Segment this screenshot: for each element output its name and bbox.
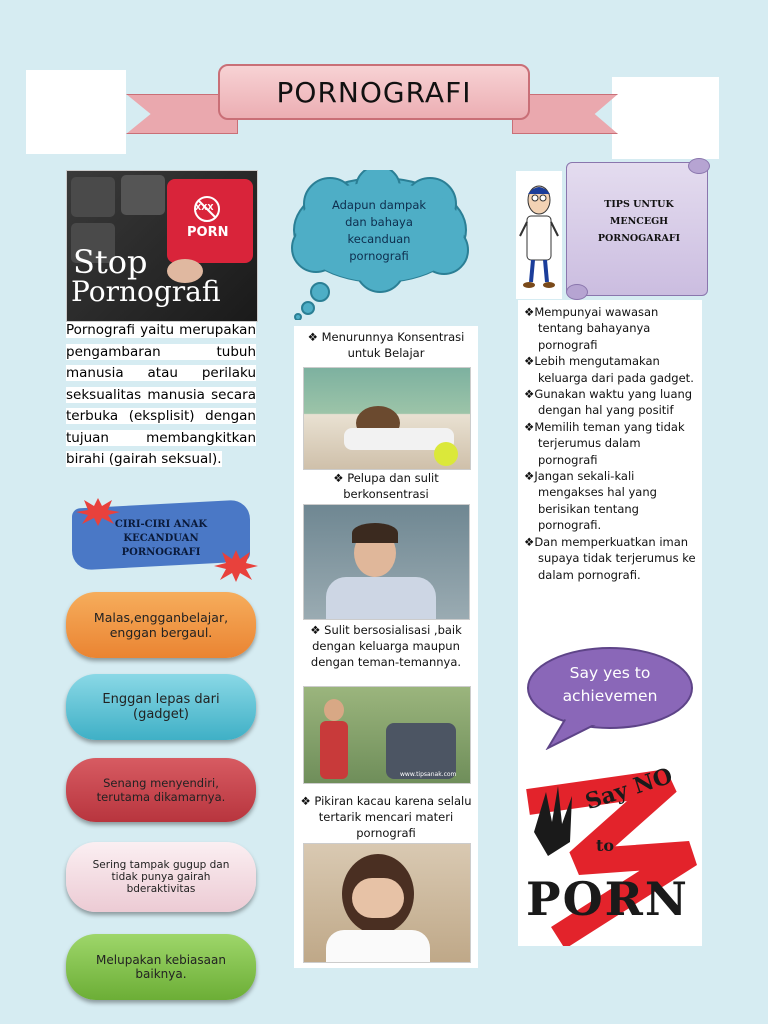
bubble-text: Say yes to achievemen [562, 664, 658, 705]
ciri-banner-text: CIRI-CIRI ANAK KECANDUAN PORNOGRAFI [114, 519, 208, 558]
stop-title-line1: Stop [73, 243, 148, 281]
key-badge: XXX [195, 203, 214, 212]
bullet-icon: ❖ [307, 330, 318, 344]
dampak-item: ❖ Pelupa dan sulit berkonsentrasi [333, 471, 439, 501]
bullet-icon: ❖ [300, 794, 311, 808]
bullet-icon: ❖ [524, 305, 535, 319]
confused-man-photo [303, 504, 470, 620]
ciri-item: Melupakan kebiasaan baiknya. [66, 934, 256, 1000]
tip-item: ❖Mempunyai wawasan tentang bahayanya pornografi [524, 305, 659, 352]
stop-pornografi-image [66, 170, 258, 322]
ciri-item: Senang menyendiri, terutama dikamarnya. [66, 758, 256, 822]
photo-credit: www.tipsanak.com [400, 771, 457, 778]
bullet-icon: ❖ [524, 469, 535, 484]
say-no-line2: to [596, 836, 615, 855]
stop-title-line2: Pornografi [71, 275, 221, 308]
scroll-curl [566, 284, 588, 300]
doctor-cartoon-icon [518, 178, 560, 290]
student-sleeping-photo [303, 367, 471, 470]
tip-item: ❖Gunakan waktu yang luang dengan hal yang positif [524, 387, 693, 418]
dampak-item: ❖ Sulit bersosialisasi ,baik dengan keluarga maupun dengan teman-temannya. [310, 623, 462, 669]
blank-box-right [612, 77, 719, 159]
ciri-item: Enggan lepas dari (gadget) [66, 674, 256, 740]
scroll-curl [688, 158, 710, 174]
definition-text: Pornografi yaitu merupakan pengambaran tubuh manusia atau perilaku seksualitas manusia secara terbuka (eksplisit) dengan tujuan membangkitkan birahi (gairah seksual). [66, 322, 256, 467]
lonely-girl-photo [303, 686, 471, 784]
tip-item: ❖Memilih teman yang tidak terjerumus dalam pornografi [524, 419, 685, 467]
cloud-text: Adapun dampak dan bahaya kecanduan pornografi [331, 198, 427, 263]
stressed-woman-photo [303, 843, 471, 963]
dampak-item: ❖ Pikiran kacau karena selalu tertarik mencari materi pornografi [300, 794, 472, 840]
dampak-item: ❖ Menurunnya Konsentrasi untuk Belajar [307, 330, 465, 360]
page-title: PORNOGRAFI [218, 64, 530, 120]
say-no-line3: PORN [526, 872, 689, 926]
tip-item: ❖Jangan sekali-kali mengakses hal yang berisikan tentang pornografi. [524, 469, 657, 533]
bullet-icon: ❖ [333, 471, 344, 485]
blank-box-left [26, 70, 126, 154]
key-label: PORN [187, 225, 229, 240]
say-no-line1: Say NO [582, 762, 676, 816]
say-no-image [518, 762, 702, 946]
ciri-item: Malas,engganbelajar, enggan bergaul. [66, 592, 256, 658]
bullet-icon: ❖ [524, 534, 535, 549]
bullet-icon: ❖ [524, 387, 535, 402]
tip-item: ❖Dan memperkuatkan iman supaya tidak terjerumus ke dalam pornografi. [524, 534, 696, 582]
ciri-item: Sering tampak gugup dan tidak punya gairah bderaktivitas [66, 842, 256, 912]
tip-item: ❖Lebih mengutamakan keluarga dari pada gadget. [524, 354, 694, 385]
bullet-icon: ❖ [524, 419, 535, 434]
tips-title: TIPS UNTUK MENCEGH PORNOGARAFI [597, 199, 681, 244]
bullet-icon: ❖ [310, 623, 321, 637]
bullet-icon: ❖ [524, 354, 535, 369]
tips-list [524, 304, 700, 583]
